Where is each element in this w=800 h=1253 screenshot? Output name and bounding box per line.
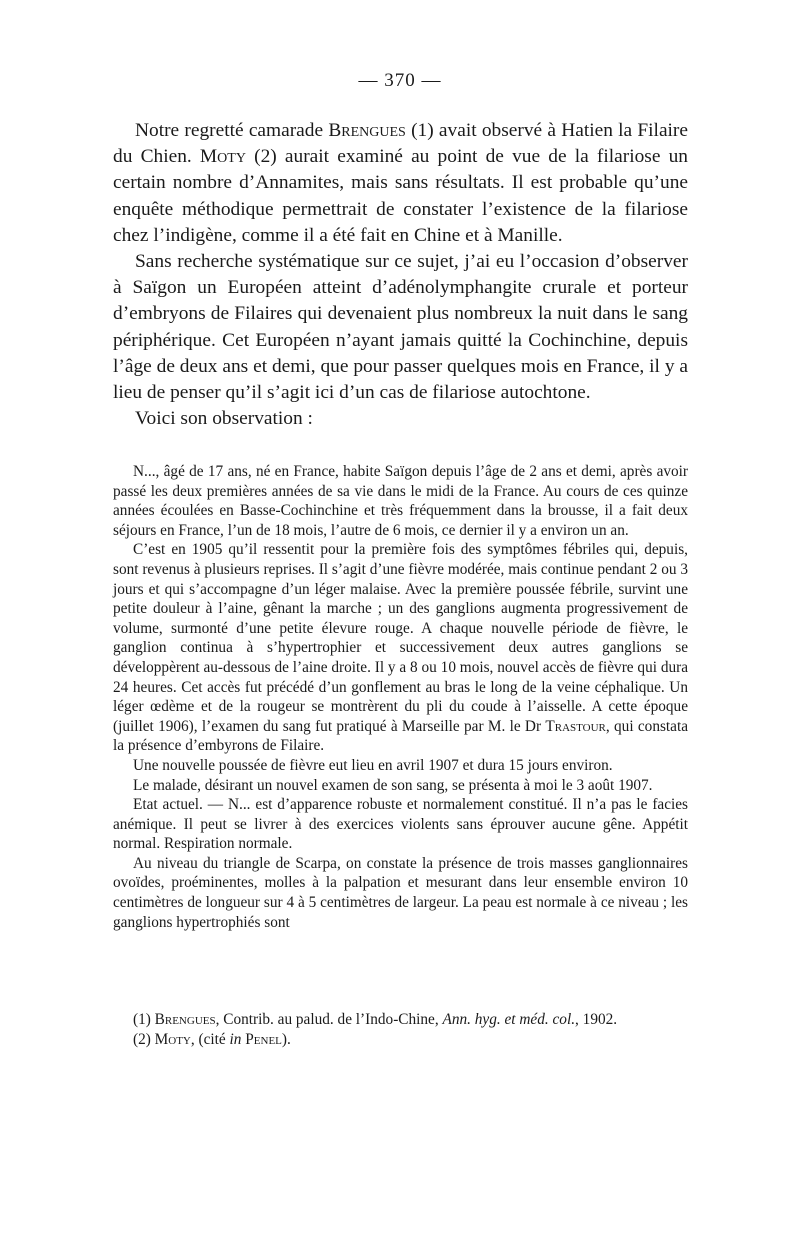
author-name: Moty (199, 146, 246, 168)
journal-title: Ann. hyg. et méd. col. (442, 1011, 576, 1028)
observation-paragraph: Le malade, désirant un nouvel examen de son sang, se présenta à moi le 3 août 1907. (133, 776, 653, 794)
observation-paragraph: Au niveau du triangle de Scarpa, on constate la présence de trois masses ganglionnaires ovoïdes, proéminentes, molles à la palpation et mesurant dans leur ensemble environ 10 centimètres de longueur sur 4 à 5 centimètres de largeur. La peau est normale à ce niveau ; les ganglions hypertrophiés sont (113, 854, 688, 931)
observation-text (113, 462, 688, 932)
author-name: Moty (154, 1031, 191, 1048)
paragraph-observation-heading: Voici son observation : (135, 408, 313, 430)
footnote-1: (1) Brengues, Contrib. au palud. de l’Indo-Chine, Ann. hyg. et méd. col., 1902. (133, 1011, 618, 1028)
author-name: Penel (245, 1031, 282, 1048)
page-number: — 370 — (358, 70, 442, 91)
paragraph-case: Sans recherche systématique sur ce sujet, j’ai eu l’occasion d’observer à Saïgon un Européen atteint d’adénolymphangite crurale et porteur d’embryons de Filaires qui devenaient plus nombreux la nuit dans le sang périphérique. Cet Européen n’ayant jamais quitté la Cochinchine, depuis l’âge de deux ans et demi, que pour passer quelques mois en France, il y a lieu de penser qu’il s’agit ici d’un cas de filariose autochtone. (113, 251, 688, 404)
doctor-name: Trastour (545, 717, 606, 735)
footnotes (113, 1010, 688, 1050)
author-name: Brengues (154, 1011, 216, 1028)
paragraph-intro: Notre regretté camarade Brengues (1) avait observé à Hatien la Filaire du Chien. Moty (2) aurait examiné au point de vue de la filariose un certain nombre d’Annamites, mais sans résultats. Il est probable qu’une enquête méthodique permettrait de constater l’existence de la filariose chez l’indigène, comme il a été fait en Chine et à Manille. (113, 120, 688, 246)
observation-paragraph: C’est en 1905 qu’il ressentit pour la première fois des symptômes fébriles qui, depuis, sont revenus à plusieurs reprises. Il s’agit d’une fièvre modérée, mais continue pendant 2 ou 3 jours et qui s’accompagne d’un léger malaise. Avec la première poussée fébrile, survint une petite douleur à l’aine, gênant la marche ; un des ganglions augmenta progressivement de volume, surmonté d’une petite élevure rouge. A chaque nouvelle période de fièvre, le ganglion continua à s’hypertrophier et successivement deux autres ganglions se développèrent au-dessous de l’aine droite. Il y a 8 ou 10 mois, nouvel accès de fièvre qui dura 24 heures. Cet accès fut précédé d’un gonflement au bras le long de la veine céphalique. Un léger œdème et de la rougeur se montrèrent du pli du coude à l’aisselle. A cette époque (juillet 1906), l’examen du sang fut pratiqué à Marseille par M. le Dr Trastour, qui constata la présence d’embyrons de Filaire. (113, 541, 689, 755)
observation-paragraph: Une nouvelle poussée de fièvre eut lieu en avril 1907 et dura 15 jours environ. (133, 756, 613, 774)
main-text (113, 118, 688, 432)
observation-paragraph: Etat actuel. — N... est d’apparence robuste et normalement constitué. Il n’a pas le facies anémique. Il peut se livrer à des exercices violents sans éprouver aucune gêne. Appétit normal. Respiration normale. (113, 796, 688, 853)
footnote-2: (2) Moty, (cité in Penel). (133, 1031, 291, 1048)
observation-paragraph: N..., âgé de 17 ans, né en France, habite Saïgon depuis l’âge de 2 ans et demi, après avoir passé les deux premières années de sa vie dans le midi de la France. Au cours de ces quinze années écoulées en Basse-Cochinchine et très fréquemment dans la brousse, il a fait deux séjours en France, l’un de 18 mois, l’autre de 6 mois, ce dernier il y a environ un an. (113, 463, 688, 539)
author-name: Brengues (328, 120, 406, 141)
